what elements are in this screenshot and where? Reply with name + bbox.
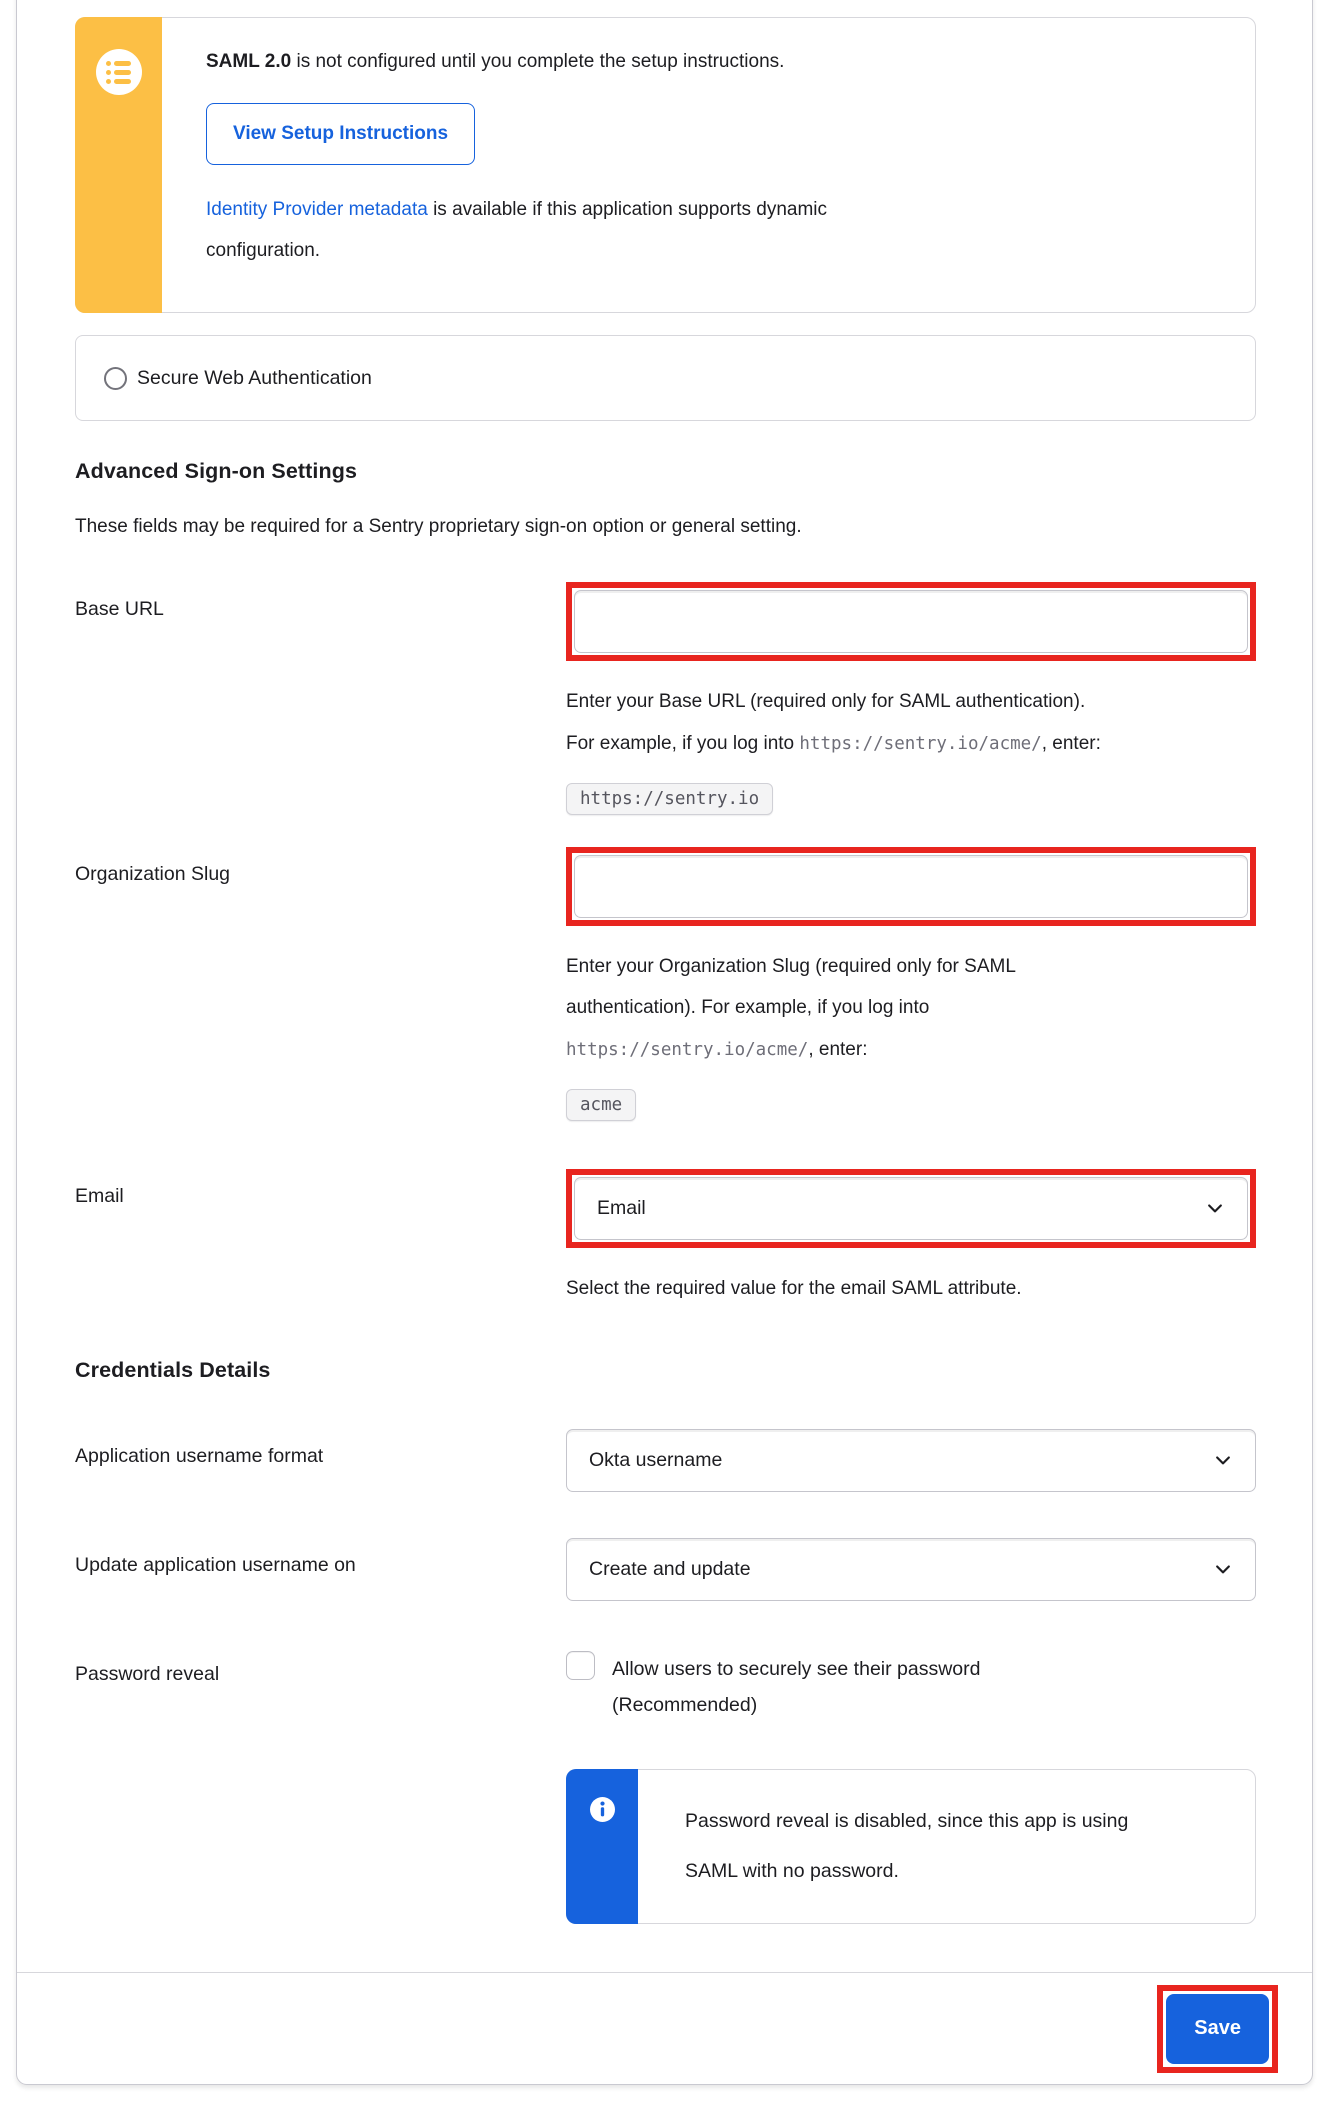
secure-web-auth-label: Secure Web Authentication [137, 366, 372, 389]
update-username-select[interactable] [566, 1538, 1256, 1601]
organization-slug-help [566, 946, 1111, 1071]
idp-metadata-suffix: is available if this application supports dynamic configuration. [206, 198, 828, 262]
saml-not-configured-suffix: is not configured until you complete the setup instructions. [291, 51, 785, 72]
password-reveal-info-text: Password reveal is disabled, since this app is using SAML with no password. [685, 1809, 1129, 1882]
password-reveal-label: Password reveal [75, 1662, 220, 1685]
base-url-row [75, 582, 1256, 815]
saml-warning-callout [75, 17, 1256, 313]
organization-slug-help-code: https://sentry.io/acme/ [566, 1040, 809, 1061]
email-row [75, 1169, 1256, 1310]
organization-slug-annotation-box [566, 847, 1256, 926]
organization-slug-help-post: , enter: [808, 1039, 868, 1061]
credentials-details-heading: Credentials Details [75, 1357, 271, 1382]
username-format-label: Application username format [75, 1444, 324, 1467]
base-url-help-post: , enter: [1041, 732, 1101, 754]
base-url-annotation-box [566, 582, 1256, 661]
organization-slug-help-pre: Enter your Organization Slug (required only for SAML authentication). For example, if you log into [566, 955, 1016, 1019]
email-select[interactable] [574, 1177, 1248, 1240]
password-reveal-row [75, 1647, 1256, 1925]
email-annotation-box [566, 1169, 1256, 1248]
password-reveal-checkbox-label: Allow users to securely see their password (Recommended) [612, 1657, 981, 1716]
update-username-select-value: Create and update [589, 1557, 751, 1580]
email-select-value: Email [597, 1196, 646, 1219]
base-url-help-pre: Enter your Base URL (required only for SAML authentication). For example, if you log into [566, 691, 1086, 754]
organization-slug-label: Organization Slug [75, 862, 231, 885]
username-format-row [75, 1429, 1256, 1492]
save-annotation-box [1157, 1985, 1278, 2073]
advanced-signon-heading: Advanced Sign-on Settings [75, 459, 358, 483]
settings-card-body [17, 0, 1312, 1972]
warning-strip [75, 17, 162, 313]
chevron-down-icon [1205, 1198, 1225, 1218]
settings-card-footer [17, 1972, 1312, 2084]
username-format-select[interactable] [566, 1429, 1256, 1492]
secure-web-auth-option[interactable] [75, 335, 1256, 421]
view-setup-instructions-button[interactable]: View Setup Instructions [206, 103, 475, 165]
email-label: Email [75, 1184, 124, 1207]
organization-slug-example-chip: acme [566, 1089, 636, 1121]
username-format-select-value: Okta username [589, 1448, 723, 1471]
secure-web-auth-radio[interactable] [104, 367, 127, 390]
base-url-help [566, 681, 1111, 765]
organization-slug-input[interactable] [574, 855, 1248, 918]
saml-not-configured-text [206, 48, 1215, 77]
base-url-example-chip: https://sentry.io [566, 783, 773, 815]
identity-provider-metadata-link[interactable]: Identity Provider metadata [206, 198, 428, 220]
advanced-signon-description: These fields may be required for a Sentry proprietary sign-on option or general setting. [75, 516, 802, 537]
saml-version-text: SAML 2.0 [206, 51, 292, 72]
update-username-row [75, 1538, 1256, 1601]
email-help: Select the required value for the email SAML attribute. [566, 1277, 1022, 1299]
idp-metadata-text [206, 189, 886, 273]
base-url-input[interactable] [574, 590, 1248, 653]
chevron-down-icon [1213, 1450, 1233, 1470]
warning-content [206, 18, 1255, 302]
chevron-down-icon [1213, 1559, 1233, 1579]
info-icon [590, 1797, 615, 1822]
update-username-label: Update application username on [75, 1553, 356, 1576]
setup-instructions-icon [96, 49, 142, 95]
base-url-label: Base URL [75, 598, 164, 620]
settings-card [16, 0, 1313, 2085]
save-button[interactable]: Save [1166, 1994, 1269, 2064]
info-strip [566, 1769, 638, 1924]
password-reveal-info-callout [566, 1769, 1256, 1924]
password-reveal-checkbox[interactable] [566, 1651, 595, 1680]
organization-slug-row [75, 847, 1256, 1121]
base-url-help-code: https://sentry.io/acme/ [799, 733, 1042, 754]
